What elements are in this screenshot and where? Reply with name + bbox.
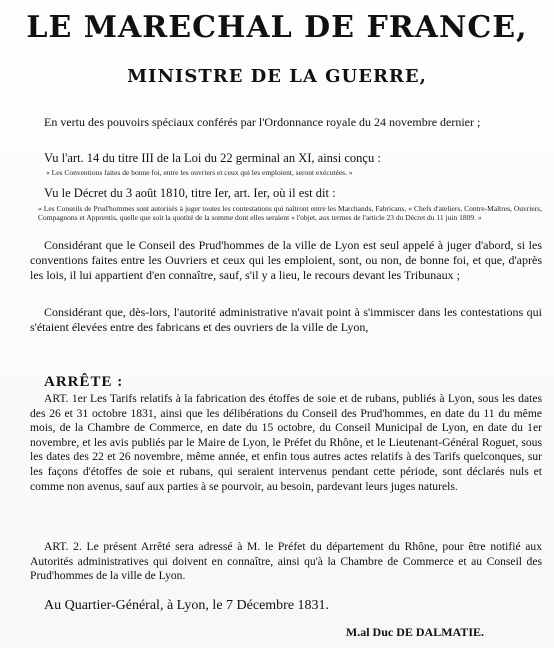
- article-2: ART. 2. Le présent Arrêté sera adressé à M. le Préfet du département du Rhône, pour être notifié aux Autorités administratives qui doivent en connaître, ainsi qu'à la Chambre de Commerce et au Conseil des Prud'hommes de la ville de Lyon.: [30, 540, 542, 583]
- paragraph-considerant-2: Considérant que, dès-lors, l'autorité administrative n'avait point à s'immiscer dans les contestations qui s'étaient élevées entre des fabricans et des ouvriers de la ville de Lyon,: [30, 305, 542, 334]
- paragraph-vu-loi: Vu l'art. 14 du titre III de la Loi du 22 germinal an XI, ainsi conçu :: [44, 151, 381, 165]
- arrete-heading: ARRÊTE :: [44, 374, 124, 390]
- date-line: Au Quartier-Général, à Lyon, le 7 Décembre 1831.: [44, 598, 330, 613]
- article-1: ART. 1er Les Tarifs relatifs à la fabrication des étoffes de soie et de rubans, publiés à Lyon, sous les dates des 26 et 31 octobre 1831, ainsi que les délibérations du Conseil des Prud'hommes, en date du 11 du même mois, de la Chambre de Commerce, en date du 15 octobre, du Conseil Municipal de Lyon, en date du 1er novembre, et les avis publiés par le Maire de Lyon, le Préfet du Rhône, et le Lieutenant-Général Roguet, sous les dates des 22 et 26 novembre, même année, et enfin tous autres actes relatifs à des Tarifs quelconques, sur les façons d'étoffes de soie et rubans, qui seraient intervenus pendant cette période, sont déclarés nuls et comme non avenus, sauf aux parties à se pourvoir, au besoin, pardevant leurs juges naturels.: [30, 392, 542, 493]
- paragraph-pouvoirs: En vertu des pouvoirs spéciaux conférés par l'Ordonnance royale du 24 novembre dernier ;: [44, 115, 481, 129]
- quote-loi: « Les Conventions faites de bonne foi, entre les ouvriers et ceux qui les emploient, seront exécutées. »: [46, 168, 353, 177]
- signature: M.al Duc DE DALMATIE.: [345, 625, 484, 639]
- quote-decret: « Les Conseils de Prud'hommes sont autorisés à juger toutes les contestations qui naîtront entre les Marchands, Fabricans, « Chefs d'ateliers, Contre-Maîtres, Ouvriers, Compagnons et Apprentis, quelle que soit la quotité de la somme dont elles seraient « l'objet, aux termes de l'article 23 du Décret du 11 juin 1809. »: [38, 204, 542, 222]
- paragraph-vu-decret: Vu le Décret du 3 août 1810, titre Ier, art. Ier, où il est dit :: [44, 186, 336, 200]
- page-subtitle: MINISTRE DE LA GUERRE,: [127, 66, 427, 87]
- page-title: LE MARECHAL DE FRANCE,: [26, 10, 528, 45]
- paragraph-considerant-1: Considérant que le Conseil des Prud'hommes de la ville de Lyon est seul appelé à juger d'abord, si les conventions faites entre les Ouvriers et ceux qui les emploient, sont, ou non, de bonne foi, et que, d'après les lois, il lui appartient d'en connaître, sauf, s'il y a lieu, le recours devant les Tribunaux ;: [30, 238, 542, 282]
